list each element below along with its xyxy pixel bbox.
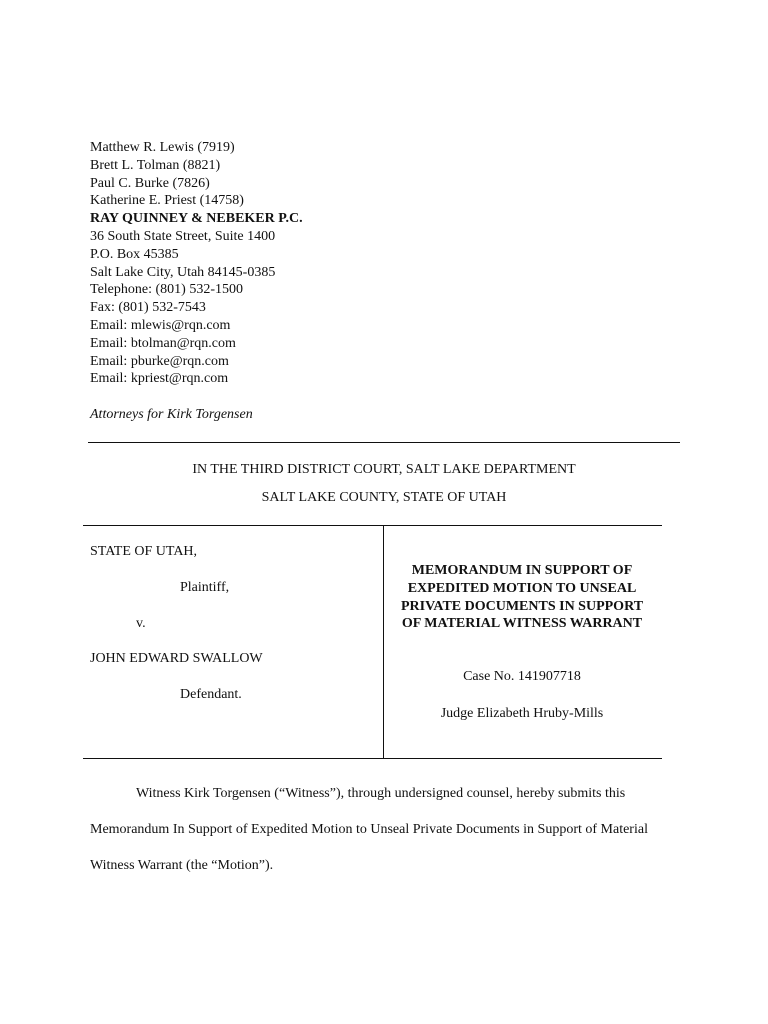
document-title-line: EXPEDITED MOTION TO UNSEAL [407, 580, 637, 596]
body-text-line: Memorandum In Support of Expedited Motion to Unseal Private Documents in Support of Material [90, 822, 648, 837]
plaintiff-name: STATE OF UTAH, [90, 544, 198, 559]
document-title [384, 562, 660, 633]
firm-city: Salt Lake City, Utah 84145-0385 [90, 264, 276, 280]
firm-address: 36 South State Street, Suite 1400 [90, 228, 276, 244]
caption-bottom-rule [83, 758, 662, 759]
court-county: SALT LAKE COUNTY, STATE OF UTAH [261, 490, 507, 505]
attorney-email: Email: btolman@rqn.com [90, 335, 236, 351]
plaintiff-label: Plaintiff, [180, 580, 230, 595]
attorney-email: Email: mlewis@rqn.com [90, 317, 231, 333]
document-title-line: MEMORANDUM IN SUPPORT OF [411, 563, 633, 578]
attorney-name: Katherine E. Priest (14758) [90, 193, 244, 209]
attorney-email: Email: kpriest@rqn.com [90, 371, 229, 387]
firm-po-box: P.O. Box 45385 [90, 246, 179, 262]
attorney-block [90, 139, 303, 388]
caption-top-rule [83, 525, 662, 526]
defendant-name: JOHN EDWARD SWALLOW [90, 651, 263, 666]
firm-fax: Fax: (801) 532-7543 [90, 300, 206, 316]
judge-name: Judge Elizabeth Hruby-Mills [440, 706, 604, 721]
attorneys-for-line: Attorneys for Kirk Torgensen [90, 407, 253, 422]
law-firm-name: RAY QUINNEY & NEBEKER P.C. [90, 211, 303, 227]
attorney-name: Matthew R. Lewis (7919) [90, 140, 235, 155]
versus-label: v. [136, 616, 146, 631]
document-title-line: PRIVATE DOCUMENTS IN SUPPORT [400, 598, 644, 614]
body-text-line: Witness Warrant (the “Motion”). [90, 858, 274, 873]
attorney-name: Paul C. Burke (7826) [90, 175, 210, 191]
case-number: Case No. 141907718 [463, 669, 581, 684]
caption-vertical-rule [383, 525, 384, 758]
attorney-email: Email: pburke@rqn.com [90, 353, 229, 369]
court-name: IN THE THIRD DISTRICT COURT, SALT LAKE DEPARTMENT [192, 462, 576, 477]
firm-telephone: Telephone: (801) 532-1500 [90, 282, 243, 298]
document-title-line: OF MATERIAL WITNESS WARRANT [401, 616, 643, 632]
body-text-line: Witness Kirk Torgensen (“Witness”), through undersigned counsel, hereby submits this [136, 786, 626, 801]
attorney-name: Brett L. Tolman (8821) [90, 157, 221, 173]
header-divider [88, 442, 680, 443]
defendant-label: Defendant. [180, 687, 242, 702]
